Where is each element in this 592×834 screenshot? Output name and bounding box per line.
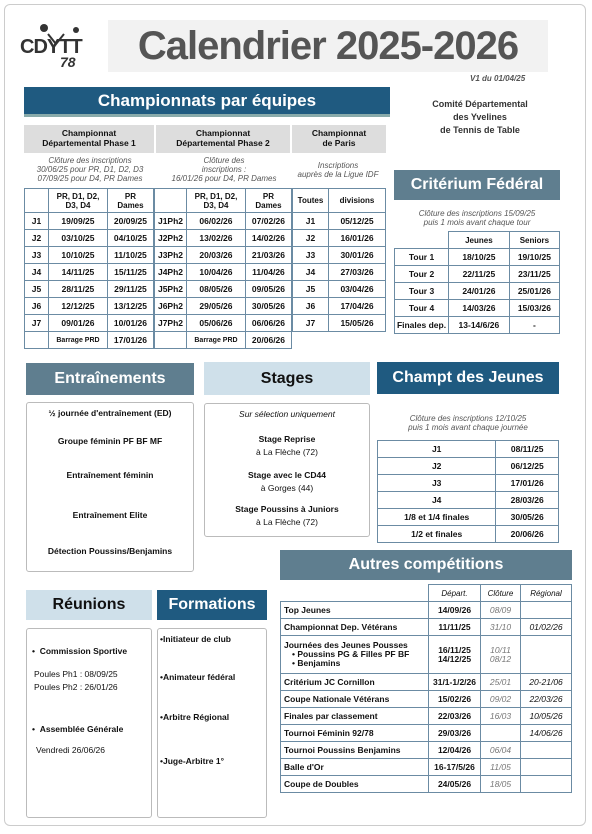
table-cell: 07/02/26	[245, 213, 291, 230]
table-cell: Tournoi Poussins Benjamins	[281, 742, 429, 759]
table-cell: 08/05/26	[187, 281, 246, 298]
reunions-item-ag: • Assemblée Générale	[32, 724, 124, 734]
stage-location: à La Flèche (72)	[256, 517, 318, 527]
table-cell: 13-14/6/26	[449, 317, 510, 334]
table-cell: 15/05/26	[329, 315, 386, 332]
table-cell: Tour 4	[395, 300, 449, 317]
jeunes-table	[377, 440, 559, 543]
table-cell: Top Jeunes	[281, 602, 429, 619]
table-cell	[521, 776, 572, 793]
table-cell: 03/10/25	[49, 230, 108, 247]
table-cell: 04/10/25	[107, 230, 153, 247]
table-cell: J1	[25, 213, 49, 230]
table-cell: J3	[25, 247, 49, 264]
table-cell: J1Ph2	[155, 213, 187, 230]
table-cell: 01/02/26	[521, 619, 572, 636]
table-cell: 05/12/25	[329, 213, 386, 230]
table-row	[293, 264, 386, 281]
table-row	[25, 213, 154, 230]
table-cell: 05/06/26	[187, 315, 246, 332]
stage-location: à La Flèche (72)	[256, 447, 318, 457]
entrainement-item: Groupe féminin PF BF MF	[57, 436, 163, 446]
phase1-table: PR, D1, D2, D3, D4 PR Dames J1 19/09/25 20/09/25 J2 03/10/25 04/10/25 J3 10/10/25 11/10/25 J4 14/11/25 15/11/25 J5 28/11/25 29/11/25 J6 12/12/25 13/12/25 J7 09/01/26 10/01/26 Barrage PRD 17/01/26	[24, 188, 154, 349]
formation-item: •Initiateur de club	[160, 634, 231, 644]
table-cell: 14/06/26	[521, 725, 572, 742]
table-cell: 24/01/26	[449, 283, 510, 300]
table-cell: J4	[25, 264, 49, 281]
table-cell: 22/03/26	[521, 691, 572, 708]
table-cell: 03/04/26	[329, 281, 386, 298]
reunions-item-commission: • Commission Sportive	[32, 646, 128, 656]
table-cell: 16/01/26	[329, 230, 386, 247]
table-cell: 15/11/25	[107, 264, 153, 281]
table-cell: 14/09/26	[429, 602, 481, 619]
table-cell	[521, 602, 572, 619]
table-cell: 12/12/25	[49, 298, 108, 315]
phase1-title: Championnat Départemental Phase 1	[24, 125, 154, 153]
reunions-box	[26, 628, 152, 818]
table-cell: 17/01/26	[496, 475, 559, 492]
reunions-header: Réunions	[26, 590, 152, 620]
table-cell: 08/11/25	[496, 441, 559, 458]
criterium-table: Jeunes Seniors Tour 1 18/10/25 19/10/25 Tour 2 22/11/25 23/11/25 Tour 3 24/01/26 25/01/26 Tour 4 14/03/26 15/03/26 Finales dep. 13-14/6/26 -	[394, 231, 560, 334]
version: V1 du 01/04/25	[470, 74, 526, 83]
table-row	[293, 213, 386, 230]
table-cell: J7	[293, 315, 329, 332]
table-cell: 20/06/26	[496, 526, 559, 543]
jeunes-header: Champt des Jeunes	[377, 362, 559, 394]
criterium-note: Clôture des inscriptions 15/09/25 puis 1 mois avant chaque tour	[418, 209, 536, 227]
table-cell: Tour 1	[395, 249, 449, 266]
table-row	[293, 230, 386, 247]
table-cell: 09/05/26	[245, 281, 291, 298]
table-cell	[521, 742, 572, 759]
table-row	[293, 315, 386, 332]
table-cell: 22/03/26	[429, 708, 481, 725]
table-cell: Tournoi Féminin 92/78	[281, 725, 429, 742]
page-title: Calendrier 2025-2026	[108, 20, 548, 72]
table-cell: 20-21/06	[521, 674, 572, 691]
table-row	[281, 742, 572, 759]
autres-table: Départ. Clôture Régional Top Jeunes 14/09/26 08/09 Championnat Dep. Vétérans 11/11/25 31/10 01/02/26 Journées des Jeunes Pousses • Poussins PG & Filles PF BF • Benjamins 16/11/25 14/12/25 10/11 08/12 Critérium JC Cornillon 31/1-1/2/26 25/01 20-21/06 Coupe Nationale Vétérans 15/02/26 09/02 22/03/26 Finales par classement 22/03/26 16/03 10/05/26 Tournoi Féminin 92/78 29/03/26 14/06/26 Tournoi Poussins Benjamins 12/04/26 06/04 Balle d'Or 16-17/5/26 11/05 Coupe de Doubles 24/05/26 18/05	[280, 584, 572, 793]
autres-header: Autres compétitions	[280, 550, 572, 580]
table-row	[395, 266, 560, 283]
formation-item: •Juge-Arbitre 1°	[160, 756, 224, 766]
entrainement-item: Détection Poussins/Benjamins	[47, 546, 173, 556]
table-cell: 30/01/26	[329, 247, 386, 264]
table-cell: 11/10/25	[107, 247, 153, 264]
table-cell: J4Ph2	[155, 264, 187, 281]
table-cell: 10/04/26	[187, 264, 246, 281]
table-cell: 11/05	[481, 759, 521, 776]
paris-title: Championnat de Paris	[292, 125, 386, 153]
table-row	[378, 509, 559, 526]
table-row	[281, 619, 572, 636]
table-cell: J6	[293, 298, 329, 315]
table-cell: 31/10	[481, 619, 521, 636]
logo	[18, 22, 88, 72]
table-cell: 30/05/26	[245, 298, 291, 315]
table-cell: 22/11/25	[449, 266, 510, 283]
stage-item: Stage avec le CD44	[248, 470, 326, 480]
table-row	[281, 776, 572, 793]
table-cell: J3	[293, 247, 329, 264]
table-cell	[521, 759, 572, 776]
table-cell: J5	[293, 281, 329, 298]
table-cell: J3Ph2	[155, 247, 187, 264]
table-cell: 19/10/25	[509, 249, 559, 266]
table-cell: Finales par classement	[281, 708, 429, 725]
formations-box	[157, 628, 267, 818]
table-cell: 18/05	[481, 776, 521, 793]
table-row	[293, 247, 386, 264]
table-cell	[481, 725, 521, 742]
table-cell: J2	[25, 230, 49, 247]
table-cell: 30/05/26	[496, 509, 559, 526]
champ-header: Championnats par équipes	[24, 87, 390, 117]
table-cell: Tour 3	[395, 283, 449, 300]
table-row	[395, 249, 560, 266]
table-cell: Coupe Nationale Vétérans	[281, 691, 429, 708]
table-row	[378, 526, 559, 543]
table-row	[155, 281, 292, 298]
table-cell: 14/02/26	[245, 230, 291, 247]
table-cell: Coupe de Doubles	[281, 776, 429, 793]
table-cell: 28/03/26	[496, 492, 559, 509]
table-row	[155, 315, 292, 332]
table-cell: 06/02/26	[187, 213, 246, 230]
table-cell: 19/09/25	[49, 213, 108, 230]
table-cell: J2Ph2	[155, 230, 187, 247]
table-cell: 25/01/26	[509, 283, 559, 300]
table-cell: J4	[378, 492, 496, 509]
table-cell: 1/8 et 1/4 finales	[378, 509, 496, 526]
table-cell: 14/03/26	[449, 300, 510, 317]
table-row	[281, 602, 572, 619]
table-cell: 21/03/26	[245, 247, 291, 264]
table-cell: 11/11/25	[429, 619, 481, 636]
table-cell: J2	[378, 458, 496, 475]
table-row	[378, 475, 559, 492]
table-cell: 20/09/25	[107, 213, 153, 230]
table-row	[155, 264, 292, 281]
table-row	[395, 317, 560, 334]
table-cell: Tour 2	[395, 266, 449, 283]
jeunes-note: Clôture des inscriptions 12/10/25 puis 1 mois avant chaque journée	[408, 414, 528, 432]
table-cell: 25/01	[481, 674, 521, 691]
table-cell: 15/02/26	[429, 691, 481, 708]
table-cell: 20/03/26	[187, 247, 246, 264]
table-cell: J7	[25, 315, 49, 332]
phase1-note: Clôture des inscriptions 30/06/25 pour PR, D1, D2, D3 07/09/25 pour D4, PR Dames	[36, 156, 144, 183]
table-cell: J2	[293, 230, 329, 247]
table-cell: Journées des Jeunes Pousses • Poussins PG & Filles PF BF • Benjamins	[281, 636, 429, 674]
comite-name: Comité Départemental des Yvelines de Tennis de Table	[432, 99, 528, 135]
table-row	[281, 674, 572, 691]
table-cell: 10/11 08/12	[481, 636, 521, 674]
table-row	[395, 300, 560, 317]
table-cell: J6Ph2	[155, 298, 187, 315]
table-cell: 06/06/26	[245, 315, 291, 332]
table-row	[25, 281, 154, 298]
table-row	[378, 441, 559, 458]
entrainements-header: Entraînements	[26, 363, 194, 395]
table-row	[281, 636, 572, 674]
table-row	[281, 708, 572, 725]
table-row	[25, 247, 154, 264]
logo-number: 78	[60, 54, 76, 70]
formation-item: •Arbitre Régional	[160, 712, 230, 722]
table-cell: J4	[293, 264, 329, 281]
table-cell: 18/10/25	[449, 249, 510, 266]
stage-location: à Gorges (44)	[260, 483, 314, 493]
phase2-title: Championnat Départemental Phase 2	[156, 125, 290, 153]
table-row	[25, 264, 154, 281]
table-cell: J5Ph2	[155, 281, 187, 298]
table-cell: 09/02	[481, 691, 521, 708]
stage-item: Stage Reprise	[258, 434, 316, 444]
table-cell: 29/05/26	[187, 298, 246, 315]
table-cell: 13/12/25	[107, 298, 153, 315]
table-row	[281, 759, 572, 776]
reunions-poules1: Poules Ph1 : 08/09/25	[34, 669, 118, 679]
phase2-note: Clôture des inscriptions : 16/01/26 pour D4, PR Dames	[171, 156, 277, 183]
paris-table: Toutes divisions J1 05/12/25 J2 16/01/26 J3 30/01/26 J4 27/03/26 J5 03/04/26 J6 17/04/26 J7 15/05/26	[292, 188, 386, 332]
table-cell: 24/05/26	[429, 776, 481, 793]
entrainement-item: Entraînement Elite	[72, 510, 148, 520]
table-cell: Critérium JC Cornillon	[281, 674, 429, 691]
reunions-ag-date: Vendredi 26/06/26	[36, 745, 106, 755]
table-row	[395, 283, 560, 300]
table-cell: 31/1-1/2/26	[429, 674, 481, 691]
table-cell	[521, 636, 572, 674]
table-cell: 11/04/26	[245, 264, 291, 281]
table-cell: 17/04/26	[329, 298, 386, 315]
table-row	[155, 230, 292, 247]
table-cell: -	[509, 317, 559, 334]
table-cell: 15/03/26	[509, 300, 559, 317]
table-row	[378, 492, 559, 509]
table-cell: J5	[25, 281, 49, 298]
table-cell: 16-17/5/26	[429, 759, 481, 776]
table-cell: 10/01/26	[107, 315, 153, 332]
table-cell: Championnat Dep. Vétérans	[281, 619, 429, 636]
table-row	[281, 725, 572, 742]
formations-header: Formations	[157, 590, 267, 620]
table-row	[293, 281, 386, 298]
table-cell: J7Ph2	[155, 315, 187, 332]
table-cell: 29/03/26	[429, 725, 481, 742]
table-cell: 23/11/25	[509, 266, 559, 283]
table-cell: 29/11/25	[107, 281, 153, 298]
paris-note: Inscriptions auprès de la Ligue IDF	[297, 161, 379, 179]
table-row	[25, 230, 154, 247]
entrainement-item: Entraînement féminin	[66, 470, 154, 480]
phase2-table: PR, D1, D2, D3, D4 PR Dames J1Ph2 06/02/26 07/02/26 J2Ph2 13/02/26 14/02/26 J3Ph2 20/03/26 21/03/26 J4Ph2 10/04/26 11/04/26 J5Ph2 08/05/26 09/05/26 J6Ph2 29/05/26 30/05/26 J7Ph2 05/06/26 06/06/26 Barrage PRD 20/06/26	[154, 188, 292, 349]
table-row	[378, 458, 559, 475]
table-cell: 16/03	[481, 708, 521, 725]
table-cell: J1	[378, 441, 496, 458]
formation-item: •Animateur fédéral	[160, 672, 236, 682]
table-cell: 14/11/25	[49, 264, 108, 281]
stage-item: Stage Poussins à Juniors	[235, 504, 339, 514]
table-cell: 10/05/26	[521, 708, 572, 725]
table-cell: 28/11/25	[49, 281, 108, 298]
table-cell: 12/04/26	[429, 742, 481, 759]
entrainement-item: ½ journée d'entraînement (ED)	[48, 408, 172, 418]
table-row	[25, 298, 154, 315]
table-cell: Balle d'Or	[281, 759, 429, 776]
table-row	[281, 691, 572, 708]
logo-text: CDYTT	[20, 36, 82, 58]
stages-header: Stages	[204, 362, 370, 395]
table-cell: 13/02/26	[187, 230, 246, 247]
table-cell: 16/11/25 14/12/25	[429, 636, 481, 674]
table-row	[155, 213, 292, 230]
table-cell: 1/2 et finales	[378, 526, 496, 543]
table-cell: 09/01/26	[49, 315, 108, 332]
table-cell: 27/03/26	[329, 264, 386, 281]
table-row	[25, 315, 154, 332]
table-row	[155, 247, 292, 264]
table-cell: J1	[293, 213, 329, 230]
criterium-header: Critérium Fédéral	[394, 170, 560, 200]
table-cell: 10/10/25	[49, 247, 108, 264]
reunions-poules2: Poules Ph2 : 26/01/26	[34, 682, 118, 692]
table-cell: Finales dep.	[395, 317, 449, 334]
stages-intro: Sur sélection uniquement	[239, 409, 335, 419]
table-cell: 06/12/25	[496, 458, 559, 475]
table-row	[293, 298, 386, 315]
table-cell: 06/04	[481, 742, 521, 759]
table-cell: 08/09	[481, 602, 521, 619]
table-row	[155, 298, 292, 315]
table-cell: J6	[25, 298, 49, 315]
table-cell: J3	[378, 475, 496, 492]
